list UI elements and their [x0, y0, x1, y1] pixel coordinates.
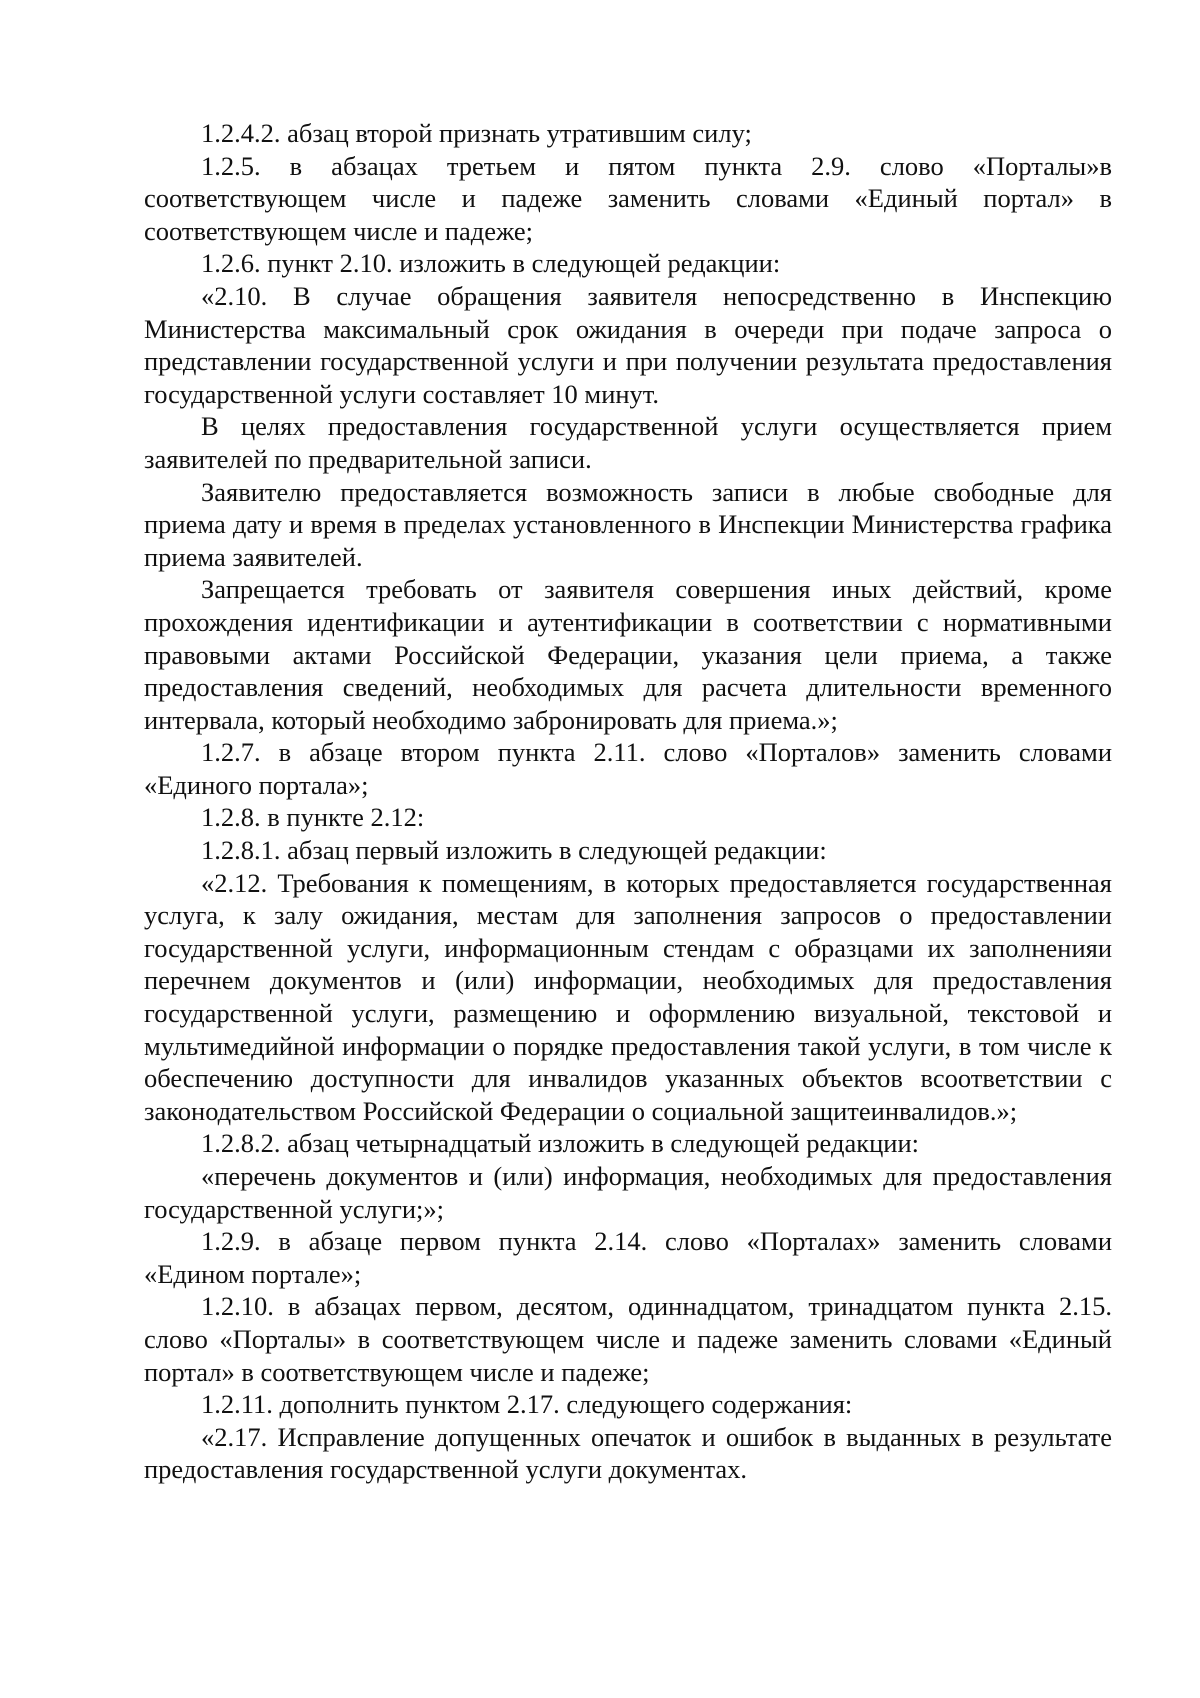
- paragraph-appointment-options: Заявителю предоставляется возможность записи в любые свободные для приема дату и время в пределах установленного в Инспекции Министерства графика приема заявителей.: [144, 476, 1112, 572]
- paragraph-1-2-8: 1.2.8. в пункте 2.12:: [201, 802, 425, 833]
- paragraph-1-2-4-2: 1.2.4.2. абзац второй признать утратившим силу;: [201, 118, 752, 148]
- paragraph-document-list: «перечень документов и (или) информация, необходимых для предоставления государственной услуги;»;: [144, 1161, 1112, 1224]
- paragraph-1-2-8-2: 1.2.8.2. абзац четырнадцатый изложить в следующей редакции:: [201, 1128, 919, 1159]
- paragraph-prohibition: Запрещается требовать от заявителя совершения иных действий, кроме прохождения идентификации и аутентификации в соответствии с нормативными правовыми актами Российской Федерации, указания цели приема, а также предоставления сведений, необходимых для расчета длительности временного интервала, который необходимо забронировать для приема.»;: [144, 574, 1112, 735]
- paragraph-1-2-10: 1.2.10. в абзацах первом, десятом, одиннадцатом, тринадцатом пункта 2.15. слово «Порталы» в соответствующем числе и падеже заменить словами «Единый портал» в соответствующем числе и падеже;: [144, 1291, 1112, 1387]
- paragraph-1-2-7: 1.2.7. в абзаце втором пункта 2.11. слово «Порталов» заменить словами «Единого портала»;: [144, 737, 1112, 800]
- paragraph-2-12: «2.12. Требования к помещениям, в которых предоставляется государственная услуга, к залу ожидания, местам для заполнения запросов о предоставлении государственной услуги, информационным стендам с образцами их заполненияи перечнем документов и (или) информации, необходимых для предоставления государственной услуги, размещению и оформлению визуальной, текстовой и мультимедийной информации о порядке предоставления такой услуги, в том числе к обеспечению доступности для инвалидов указанных объектов всоответствии с законодательством Российской Федерации о социальной защитеинвалидов.»;: [144, 867, 1112, 1126]
- paragraph-1-2-9: 1.2.9. в абзаце первом пункта 2.14. слово «Порталах» заменить словами «Едином портале»;: [144, 1226, 1112, 1289]
- document-body: [144, 117, 1112, 1486]
- paragraph-prior-appointment: В целях предоставления государственной услуги осуществляется прием заявителей по предварительной записи.: [144, 411, 1112, 474]
- paragraph-1-2-5: 1.2.5. в абзацах третьем и пятом пункта 2.9. слово «Порталы»в соответствующем числе и падеже заменить словами «Единый портал» в соответствующем числе и падеже;: [144, 150, 1112, 246]
- paragraph-2-10: «2.10. В случае обращения заявителя непосредственно в Инспекцию Министерства максимальный срок ожидания в очереди при подаче запроса о представлении государственной услуги и при получении результата предоставления государственной услуги составляет 10 минут.: [144, 280, 1112, 409]
- paragraph-2-17: «2.17. Исправление допущенных опечаток и ошибок в выданных в результате предоставления государственной услуги документах.: [144, 1421, 1112, 1485]
- paragraph-1-2-8-1: 1.2.8.1. абзац первый изложить в следующей редакции:: [201, 835, 827, 866]
- paragraph-1-2-11: 1.2.11. дополнить пунктом 2.17. следующего содержания:: [201, 1389, 853, 1420]
- paragraph-1-2-6: 1.2.6. пункт 2.10. изложить в следующей редакции:: [201, 248, 781, 279]
